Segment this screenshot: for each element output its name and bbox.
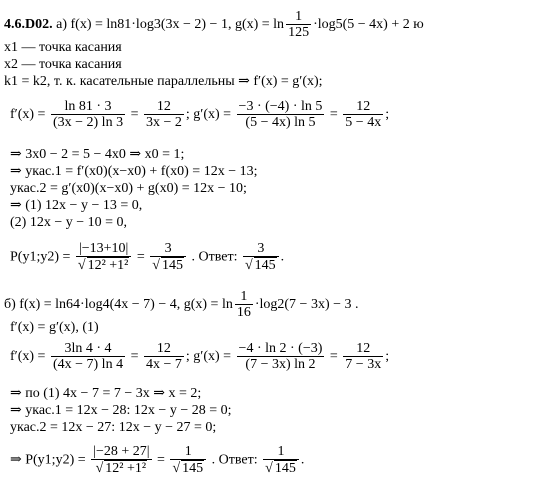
frac-den [76, 257, 131, 273]
part-a-header: а) f(x) = ln81·log3(3x − 2) − 1, g(x) = ln [56, 17, 285, 33]
distance-frac-result [150, 242, 186, 273]
equals: = [329, 107, 338, 123]
frac-num: 3 [150, 242, 186, 257]
frac-num: 1 [235, 290, 253, 305]
a-line2: ⇒ yкас.1 = f′(x0)(x−x0) + f(x0) = 12x − 13; [10, 164, 258, 179]
sqrt-sign: √ [172, 461, 181, 476]
header-line-b [4, 290, 359, 320]
frac-num: ln 81 · 3 [51, 100, 125, 115]
frac-den: 4x − 7 [145, 357, 182, 372]
f-prime-frac-simplified [144, 100, 184, 130]
a-line1: ⇒ 3x0 − 2 = 5 − 4x0 ⇒ x0 = 1; [10, 147, 185, 162]
f-prime-lhs: f′(x) = [10, 349, 46, 365]
parallel-line: k1 = k2, т. к. касательные параллельны ⇒ f′(x) = g′(x); [4, 74, 323, 89]
b-line3: yкас.2 = 12x − 27: 12x − y − 27 = 0; [10, 420, 217, 435]
frac-num: 12 [144, 342, 184, 357]
b-line2: ⇒ yкас.1 = 12x − 28: 12x − y − 28 = 0; [10, 403, 232, 418]
frac-num: 1 [286, 10, 311, 25]
a-line3: yкас.2 = g′(x0)(x−x0) + g(x0) = 12x − 10; [10, 181, 247, 196]
frac-den: 16 [236, 305, 251, 320]
equals: = [329, 349, 338, 365]
semicolon: ; [385, 349, 390, 365]
period: . [280, 249, 285, 265]
radicand: 12² +1² [105, 461, 147, 476]
distance-frac-result [170, 445, 206, 476]
sqrt-sign: √ [265, 461, 273, 476]
a-line4: ⇒ (1) 12x − y − 13 = 0, [10, 198, 143, 213]
part-a-frac [286, 10, 311, 40]
radicand: 145 [161, 258, 183, 273]
sqrt-sign: √ [95, 461, 104, 476]
sqrt-sign: √ [244, 258, 253, 273]
equals: = [136, 249, 145, 265]
equals: = [130, 107, 139, 123]
frac-den: (3x − 2) ln 3 [52, 115, 124, 130]
frac-num: |−28 + 27| [93, 444, 150, 459]
part-b-header: б) f(x) = ln64·log4(4x − 7) − 4, g(x) = ln [4, 297, 233, 313]
frac-den: 7 − 3x [345, 357, 382, 372]
f-prime-frac-simplified [144, 342, 184, 372]
frac-num: −3 · (−4) · ln 5 [238, 99, 323, 114]
answer-frac [263, 445, 299, 476]
f-prime-frac [51, 100, 125, 130]
frac-den [243, 257, 279, 273]
b-line1: ⇒ по (1) 4x − 7 = 7 − 3x ⇒ x = 2; [10, 386, 202, 401]
frac-den: 5 − 4x [345, 115, 382, 130]
answer-frac [243, 242, 279, 273]
frac-num: −4 · ln 2 · (−3) [238, 341, 323, 356]
frac-den: 3x − 2 [145, 115, 182, 130]
radicand: 12² +1² [87, 258, 129, 273]
frac-den: (4x − 7) ln 4 [52, 357, 124, 372]
g-prime-frac [237, 100, 325, 130]
distance-a [10, 242, 284, 273]
header-line-a [4, 10, 424, 40]
problem-number: 4.6.D02. [4, 17, 53, 33]
def-x1: x1 — точка касания [4, 40, 122, 55]
g-prime-frac-simplified [343, 342, 383, 372]
part-b-header-tail: ·log2(7 − 3x) − 3 . [254, 297, 359, 313]
radicand: 145 [254, 258, 276, 273]
g-prime-frac-simplified [343, 100, 383, 130]
period: . [300, 452, 305, 468]
b-line0: f′(x) = g′(x), (1) [10, 320, 99, 335]
distance-frac [91, 445, 151, 476]
sqrt-sign: √ [152, 258, 160, 273]
frac-den [150, 257, 186, 273]
frac-num: |−13+10| [76, 242, 131, 257]
frac-den [170, 460, 206, 476]
semicolon: ; [385, 107, 390, 123]
equals: = [157, 452, 165, 468]
answer-label: . Ответ: [191, 249, 238, 265]
frac-den: (7 − 3x) ln 2 [245, 357, 316, 372]
g-prime-lhs: ; g′(x) = [185, 107, 232, 123]
f-prime-frac [51, 342, 125, 372]
radicand: 145 [274, 461, 296, 476]
part-a-header-tail: ·log5(5 − 4x) + 2 ю [313, 17, 424, 33]
g-prime-frac [237, 342, 325, 372]
distance-lhs: ⇒ P(y1;y2) = [10, 452, 86, 468]
frac-num: 1 [263, 445, 299, 460]
distance-lhs: P(y1;y2) = [10, 249, 71, 265]
frac-num: 12 [144, 100, 184, 115]
equals: = [130, 349, 139, 365]
frac-den [263, 460, 299, 476]
frac-num: 1 [170, 445, 206, 460]
frac-num: 12 [343, 342, 383, 357]
frac-den [91, 460, 151, 476]
sqrt-sign: √ [77, 258, 86, 273]
frac-num: 3ln 4 · 4 [51, 342, 125, 357]
distance-frac [76, 242, 131, 273]
frac-num: 12 [343, 100, 383, 115]
f-prime-lhs: f′(x) = [10, 107, 46, 123]
derivatives-a [10, 100, 389, 130]
part-b-frac [235, 290, 253, 320]
radicand: 145 [182, 461, 204, 476]
def-x2: x2 — точка касания [4, 57, 122, 72]
answer-label: . Ответ: [211, 452, 258, 468]
frac-den: (5 − 4x) ln 5 [245, 115, 316, 130]
distance-b [10, 445, 304, 476]
frac-num: 3 [243, 242, 279, 257]
frac-den: 125 [288, 25, 310, 40]
derivatives-b [10, 342, 389, 372]
a-line5: (2) 12x − y − 10 = 0, [10, 215, 128, 230]
g-prime-lhs: ; g′(x) = [185, 349, 232, 365]
